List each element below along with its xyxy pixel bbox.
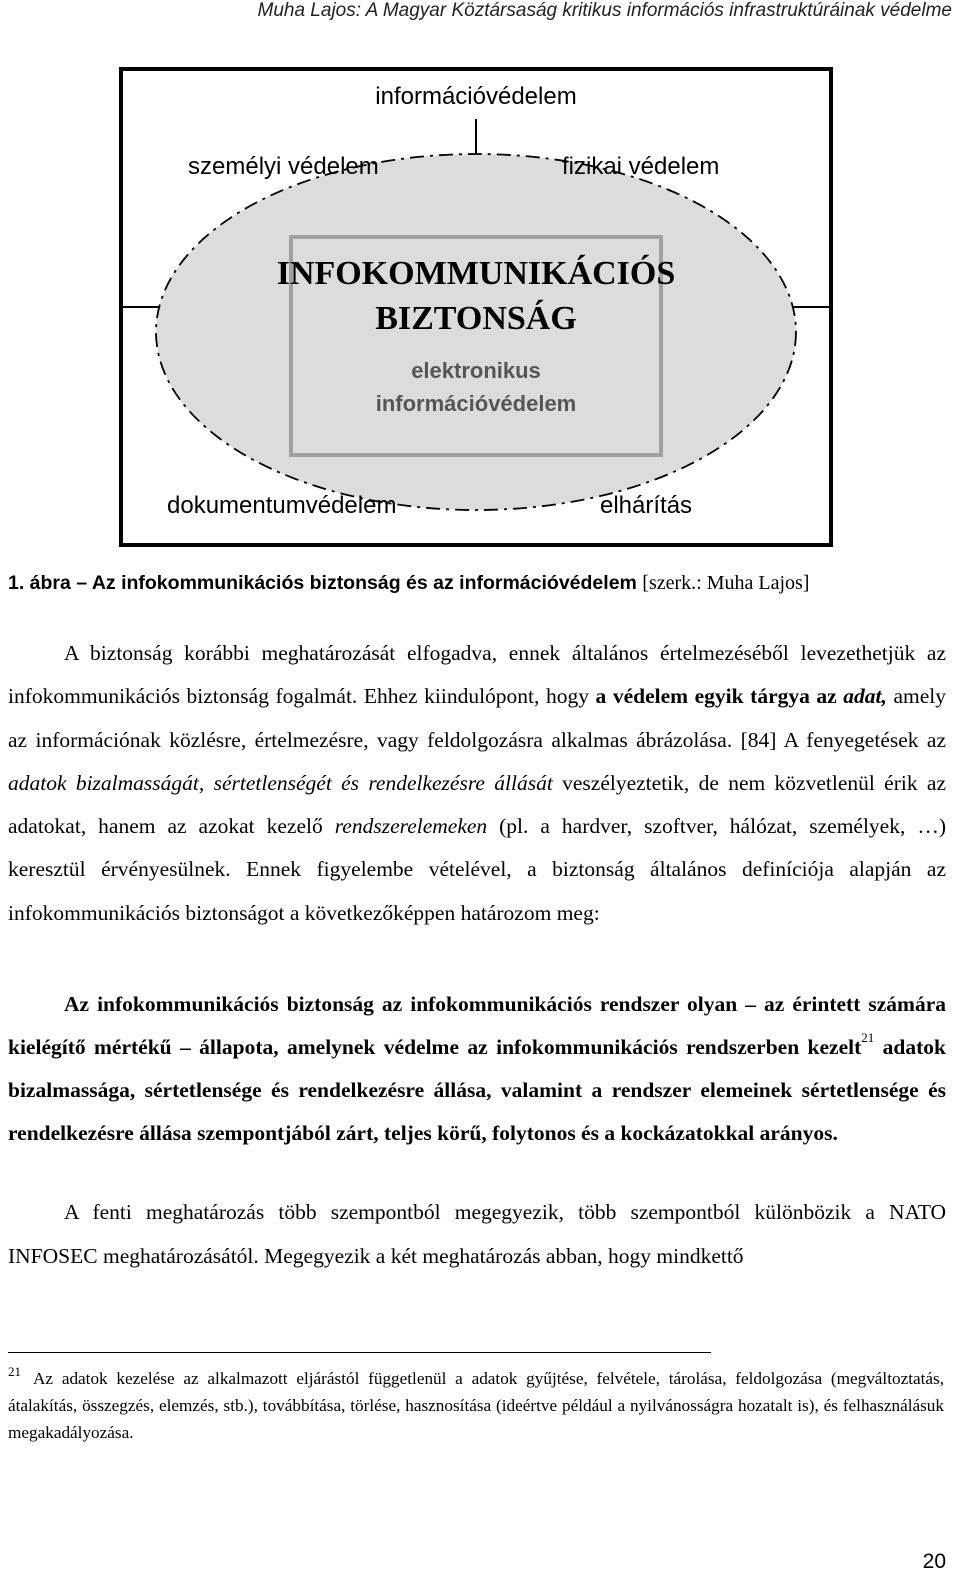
footnote-divider bbox=[8, 1352, 711, 1353]
footnote-ref[interactable]: 21 bbox=[861, 1030, 875, 1045]
p1-italic-2: rendszerelemeken bbox=[334, 814, 488, 839]
label-fizikai-vedelem: fizikai védelem bbox=[562, 153, 720, 180]
footnote-number: 21 bbox=[8, 1364, 21, 1379]
paragraph-1 bbox=[8, 632, 946, 935]
running-header: Muha Lajos: A Magyar Köztársaság kritikus információs infrastruktúráinak védelme bbox=[257, 0, 952, 21]
center-sub-line1: elektronikus bbox=[411, 358, 541, 383]
label-elharitas: elhárítás bbox=[600, 492, 693, 519]
label-dokumentumvedelem: dokumentumvédelem bbox=[167, 492, 397, 519]
definition-text-1: Az infokommunikációs biztonság az infokommunikációs rendszer olyan – az érintett számára kielégítő mértékű – állapota, amelynek védelme az infokommunikációs rendszerben kezelt bbox=[8, 992, 946, 1059]
label-szemelyi-vedelem: személyi védelem bbox=[188, 153, 379, 180]
definition-paragraph bbox=[8, 983, 946, 1155]
footnote bbox=[8, 1365, 944, 1446]
center-title-line1: INFOKOMMUNIKÁCIÓS bbox=[276, 255, 676, 292]
caption-label: 1. ábra – Az infokommunikációs biztonság és az információvédelem bbox=[8, 572, 637, 594]
p1-text-1: A biztonság korábbi meghatározását elfogadva, ennek általános értelmezéséből levezethetjük az infokommunikációs biztonság fogalmát. Ehhez kiindulópont, hogy bbox=[8, 641, 946, 709]
p1-bold-italic: adat, bbox=[843, 684, 887, 709]
page-number: 20 bbox=[922, 1550, 946, 1573]
definition-text-2: adatok bizalmassága, sértetlensége és rendelkezésre állása, valamint a rendszer elemeinek sértetlensége és rendelkezésre állása szempontjából zárt, teljes körű, folytonos és a kockázatokkal arányos. bbox=[8, 1035, 947, 1145]
p1-bold: a védelem egyik tárgya az bbox=[595, 684, 844, 709]
p1-text-3: veszélyeztetik, de nem közvetlenül érik az adatokat, hanem az azokat kezelő bbox=[8, 770, 946, 839]
center-title-line2: BIZTONSÁG bbox=[375, 300, 577, 337]
paragraph-3: A fenti meghatározás több szempontból megegyezik, több szempontból különbözik a NATO INFOSEC meghatározásától. Megegyezik a két meghatározás abban, hogy mindkettő bbox=[8, 1200, 946, 1268]
footnote-text: Az adatok kezelése az alkalmazott eljárástól függetlenül a adatok gyűjtése, felvétele, tárolása, feldolgozása (megváltoztatás, átalakítás, összegzés, elemzés, stb.), továbbítása, törlése, hasznosítása (ideértve például a nyilvánosságra hozatalt is), és felhasználásuk megakadályozása. bbox=[8, 1369, 944, 1442]
p1-text-2: amely az információnak közlésre, értelmezésre, vagy feldolgozásra alkalmas ábrázolása. [84] A fenyegetések az bbox=[8, 684, 946, 752]
p1-text-4: (pl. a hardver, szoftver, hálózat, személyek, …) keresztül érvényesülnek. Ennek figyelembe vételével, a biztonság általános definíciója alapján az infokommunikációs biztonságot a következőképpen határozom meg: bbox=[8, 814, 946, 925]
label-informaciovedelem: információvédelem bbox=[375, 83, 577, 110]
figure-caption bbox=[8, 572, 952, 595]
figure-diagram bbox=[119, 67, 833, 547]
p1-italic-1: adatok bizalmasságát, sértetlenségét és rendelkezésre állását bbox=[8, 770, 553, 795]
center-sub-line2: információvédelem bbox=[375, 391, 577, 416]
caption-source: [szerk.: Muha Lajos] bbox=[642, 572, 810, 594]
